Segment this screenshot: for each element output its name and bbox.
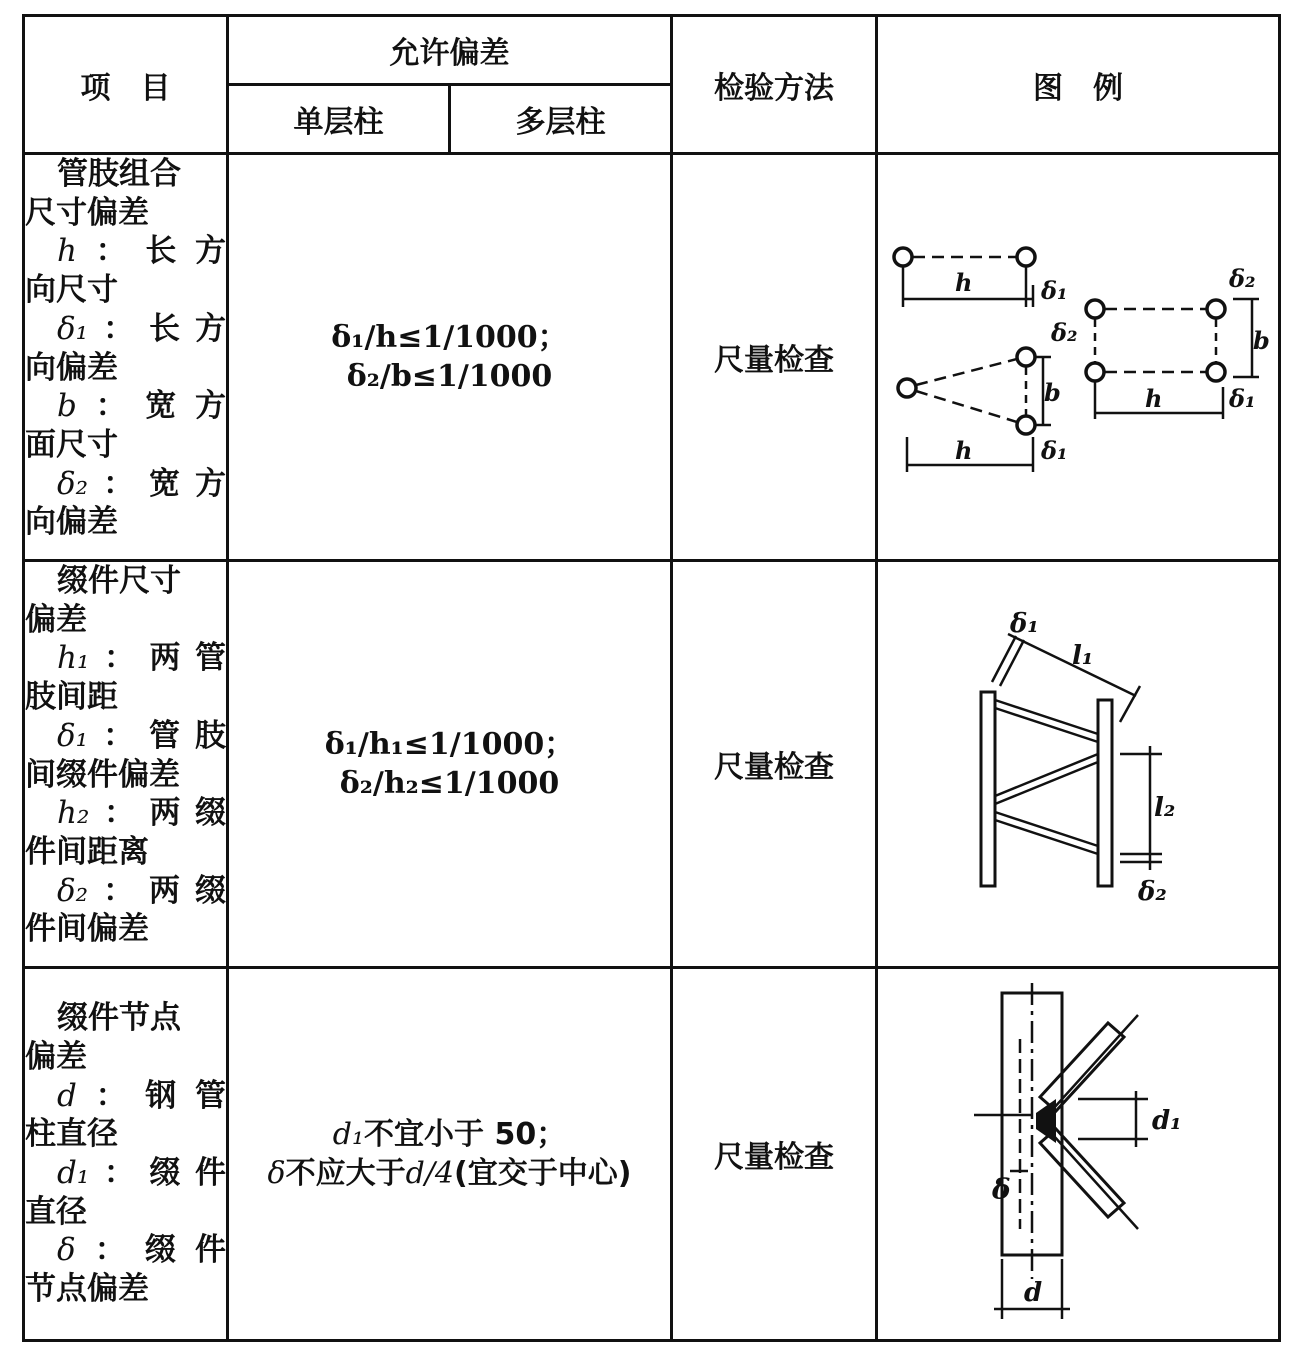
method-cell: 尺量检查 [672, 561, 877, 968]
label-l1: l₁ [1072, 641, 1094, 671]
table-row [24, 968, 1280, 1341]
batten-plate-diagram [948, 604, 1208, 924]
tolerance-line: δ₁/h₁≤1/1000； [324, 727, 575, 762]
tolerance-cell [228, 968, 672, 1341]
tube-circle [1017, 248, 1035, 266]
figure-cell [877, 154, 1280, 561]
label-b: b [1253, 326, 1270, 355]
label-h: h [955, 436, 973, 465]
column-limb [981, 692, 995, 886]
label-d1: d₁ [1152, 1106, 1182, 1136]
header-tolerance: 允许偏差 [228, 16, 672, 85]
table-row [24, 561, 1280, 968]
item-cell: 缀件节点 偏差 d：钢管 柱直径 d₁：缀件 直径 δ：缀件 节点偏差 [24, 968, 228, 1341]
label-delta1: δ₁ [1229, 384, 1256, 413]
tube-circle [1086, 363, 1104, 381]
batten-joint-diagram [948, 979, 1208, 1329]
column-limb [1098, 700, 1112, 886]
lattice-column-diagram [883, 237, 1273, 477]
label-delta2: δ₂ [1051, 318, 1078, 347]
tolerance-line: δ₂/h₂≤1/1000 [339, 766, 560, 801]
tube-circle [1086, 300, 1104, 318]
label-delta2: δ₂ [1229, 264, 1256, 293]
method-cell: 尺量检查 [672, 154, 877, 561]
tube-circle [898, 379, 916, 397]
label-delta2: δ₂ [1138, 877, 1167, 907]
header-figure: 图 例 [877, 16, 1280, 154]
label-b: b [1044, 378, 1061, 407]
batten-lower [1040, 1129, 1124, 1217]
label-l2: l₂ [1154, 793, 1176, 823]
label-h: h [1145, 384, 1163, 413]
tolerance-line: δ₂/b≤1/1000 [346, 359, 553, 394]
label-delta: δ [992, 1173, 1011, 1206]
tube-circle [1017, 416, 1035, 434]
figure-cell [877, 968, 1280, 1341]
tolerance-table [22, 14, 1281, 1342]
tube-circle [1207, 300, 1225, 318]
tolerance-line: δ₁/h≤1/1000； [331, 320, 568, 355]
header-multi-layer: 多层柱 [450, 85, 672, 154]
label-delta1: δ₁ [1041, 436, 1068, 465]
header-item: 项 目 [24, 16, 228, 154]
header-method: 检验方法 [672, 16, 877, 154]
label-h: h [955, 268, 973, 297]
table-row [24, 154, 1280, 561]
label-delta1: δ₁ [1041, 276, 1068, 305]
label-d: d [1024, 1278, 1043, 1308]
item-cell: 管肢组合 尺寸偏差 h：长方 向尺寸 δ₁：长方 向偏差 b：宽方 面尺寸 δ₂：宽方 向偏差 [24, 154, 228, 561]
item-cell: 缀件尺寸 偏差 h₁：两管 肢间距 δ₁：管肢 间缀件偏差 h₂：两缀 件间距离 δ₂：两缀 件间偏差 [24, 561, 228, 968]
figure-cell [877, 561, 1280, 968]
tube-circle [894, 248, 912, 266]
label-delta1: δ₁ [1010, 609, 1039, 639]
tolerance-line: d₁不宜小于 50； [332, 1117, 567, 1152]
tube-circle [1207, 363, 1225, 381]
method-cell: 尺量检查 [672, 968, 877, 1341]
tolerance-cell [228, 561, 672, 968]
tolerance-line: δ不应大于d/4(宜交于中心) [267, 1156, 632, 1191]
header-single-layer: 单层柱 [228, 85, 450, 154]
tube-circle [1017, 348, 1035, 366]
tolerance-cell [228, 154, 672, 561]
